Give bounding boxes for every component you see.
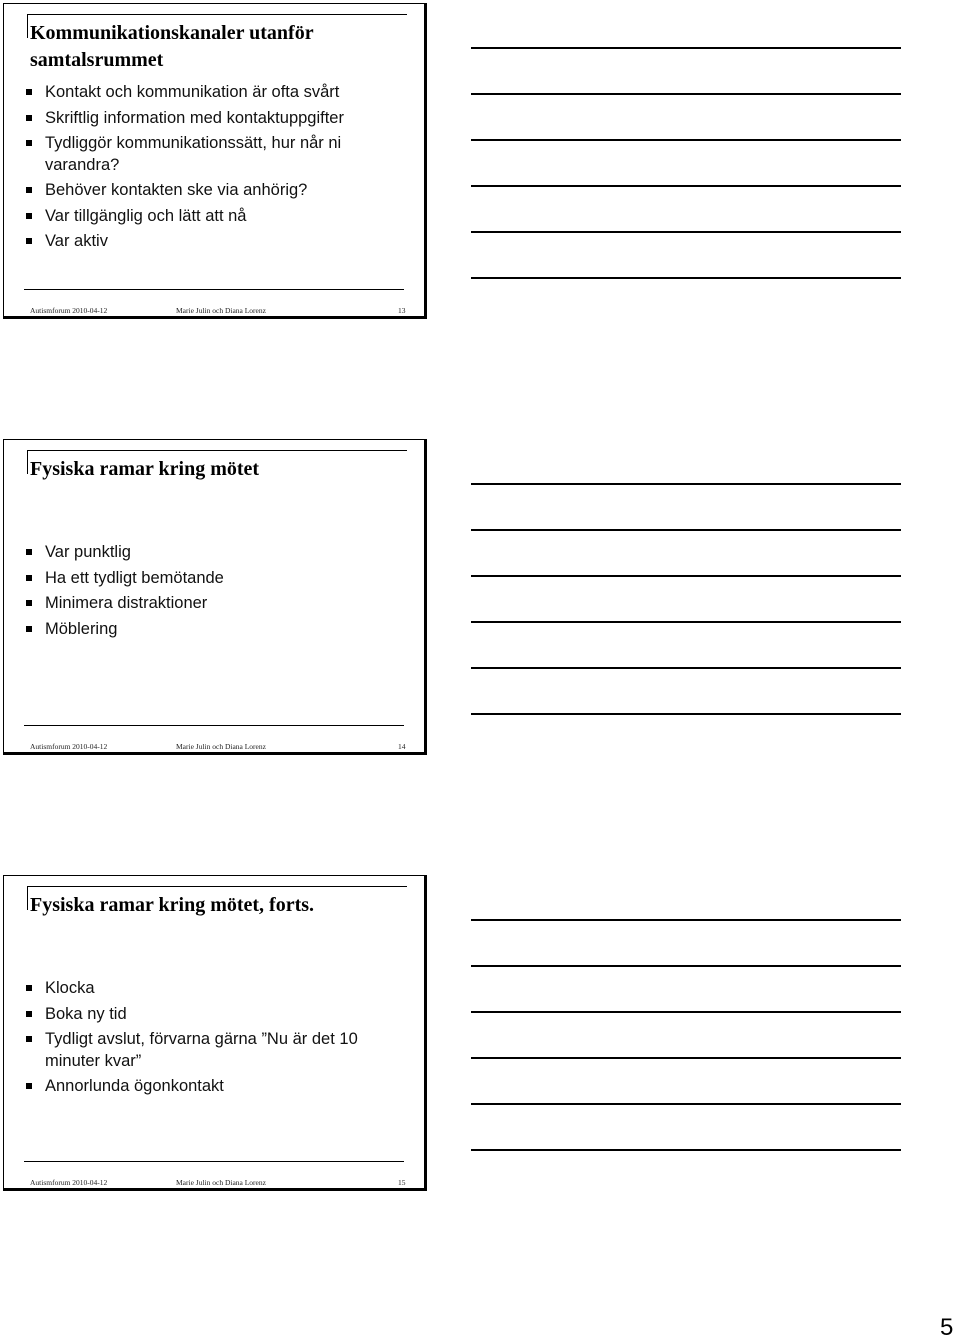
square-bullet-icon xyxy=(26,549,32,555)
square-bullet-icon xyxy=(26,140,32,146)
list-item: Ha ett tydligt bemötande xyxy=(24,568,404,590)
square-bullet-icon xyxy=(26,187,32,193)
note-line xyxy=(471,575,901,577)
square-bullet-icon xyxy=(26,213,32,219)
note-line xyxy=(471,529,901,531)
list-item: Kontakt och kommunikation är ofta svårt xyxy=(24,82,404,104)
list-item: Klocka xyxy=(24,978,404,1000)
slide-number: 15 xyxy=(398,1178,406,1187)
footer-event: Autismforum 2010-04-12 xyxy=(30,742,108,751)
note-line xyxy=(471,93,901,95)
bullet-list xyxy=(24,978,404,1102)
list-item: Minimera distraktioner xyxy=(24,593,404,615)
square-bullet-icon xyxy=(26,600,32,606)
note-line xyxy=(471,47,901,49)
slide-number: 13 xyxy=(398,306,406,315)
slide-number: 14 xyxy=(398,742,406,751)
note-line xyxy=(471,231,901,233)
list-item: Tydligt avslut, förvarna gärna ”Nu är det 10 minuter kvar” xyxy=(24,1029,404,1072)
note-line xyxy=(471,1149,901,1151)
square-bullet-icon xyxy=(26,115,32,121)
note-line xyxy=(471,1103,901,1105)
note-line xyxy=(471,919,901,921)
list-item: Annorlunda ögonkontakt xyxy=(24,1076,404,1098)
list-item: Var tillgänglig och lätt att nå xyxy=(24,206,404,228)
title-frame xyxy=(27,14,407,15)
footer-authors: Marie Julin och Diana Lorenz xyxy=(176,742,266,751)
slide-title: Kommunikationskanaler utanför samtalsrummet xyxy=(30,22,314,71)
list-item: Var aktiv xyxy=(24,231,404,253)
page-number: 5 xyxy=(940,1314,954,1341)
list-item: Boka ny tid xyxy=(24,1004,404,1026)
note-line xyxy=(471,1011,901,1013)
note-line xyxy=(471,483,901,485)
slide-15 xyxy=(3,875,427,1191)
note-line xyxy=(471,965,901,967)
list-item: Skriftlig information med kontaktuppgifter xyxy=(24,108,404,130)
square-bullet-icon xyxy=(26,985,32,991)
footer-divider xyxy=(24,1161,404,1162)
footer-authors: Marie Julin och Diana Lorenz xyxy=(176,306,266,315)
square-bullet-icon xyxy=(26,1036,32,1042)
slide-13 xyxy=(3,3,427,319)
footer-divider xyxy=(24,725,404,726)
square-bullet-icon xyxy=(26,626,32,632)
note-line xyxy=(471,277,901,279)
square-bullet-icon xyxy=(26,575,32,581)
slide-title: Fysiska ramar kring mötet xyxy=(30,458,260,480)
square-bullet-icon xyxy=(26,238,32,244)
list-item: Tydliggör kommunikationssätt, hur når ni varandra? xyxy=(24,133,404,176)
footer-event: Autismforum 2010-04-12 xyxy=(30,1178,108,1187)
slide-14 xyxy=(3,439,427,755)
note-line xyxy=(471,667,901,669)
list-item: Behöver kontakten ske via anhörig? xyxy=(24,180,404,202)
footer-divider xyxy=(24,289,404,290)
note-line xyxy=(471,1057,901,1059)
note-line xyxy=(471,139,901,141)
bullet-list xyxy=(24,82,404,257)
title-frame xyxy=(27,450,407,451)
title-frame xyxy=(27,886,407,887)
list-item: Var punktlig xyxy=(24,542,404,564)
footer-event: Autismforum 2010-04-12 xyxy=(30,306,108,315)
note-line xyxy=(471,185,901,187)
note-line xyxy=(471,713,901,715)
note-line xyxy=(471,621,901,623)
slide-title: Fysiska ramar kring mötet, forts. xyxy=(30,894,315,916)
square-bullet-icon xyxy=(26,1083,32,1089)
footer-authors: Marie Julin och Diana Lorenz xyxy=(176,1178,266,1187)
square-bullet-icon xyxy=(26,1011,32,1017)
square-bullet-icon xyxy=(26,89,32,95)
bullet-list xyxy=(24,542,404,644)
list-item: Möblering xyxy=(24,619,404,641)
